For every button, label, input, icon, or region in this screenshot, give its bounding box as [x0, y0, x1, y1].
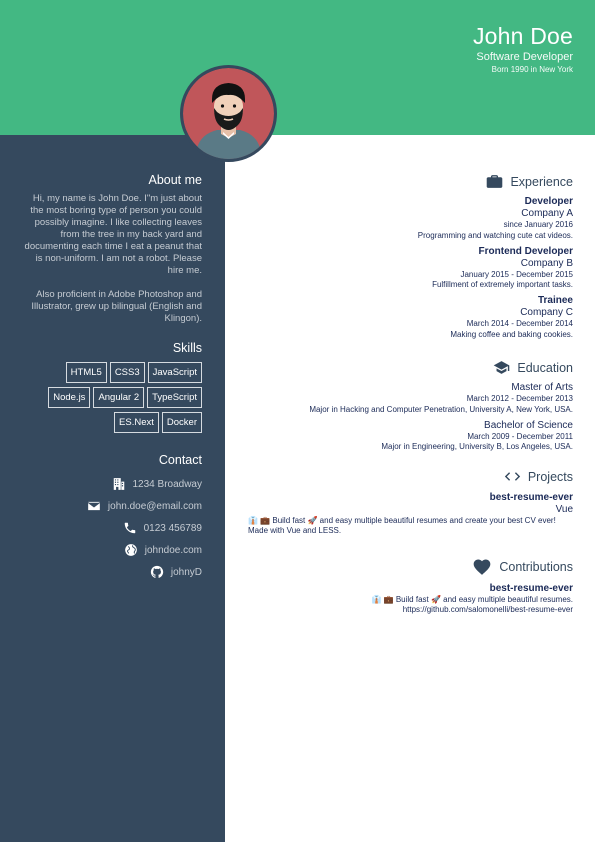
contact-phone[interactable] [87, 517, 202, 539]
project-platform: Vue [555, 504, 573, 515]
project-description: 👔 💼 Build fast 🚀 and easy multiple beautiful resumes and create your best CV ever! Made with Vue and LESS. [248, 516, 556, 535]
about-section [22, 173, 202, 325]
education-heading-text: Education [517, 360, 573, 375]
skills-heading: Skills [172, 341, 202, 355]
avatar-illustration [183, 68, 274, 159]
skill-tag: CSS3 [110, 362, 145, 383]
about-paragraph: Hi, my name is John Doe. I"m just about the most boring type of person you could possibly imagine. I like collecting leaves from the tree in my back yard and documenting each time I eat a peanut that is non-uniform. I am not a robot. Please hire me. [24, 193, 202, 276]
project-item [248, 492, 573, 536]
position: Trainee [537, 295, 573, 306]
skill-tag: Angular 2 [93, 387, 144, 408]
experience-item [418, 295, 573, 340]
timeframe: March 2009 - December 2011 [467, 431, 573, 441]
birth-info: Born 1990 in New York [491, 65, 573, 74]
skill-tag: JavaScript [148, 362, 202, 383]
contribution-item [371, 583, 573, 615]
projects-section [248, 468, 573, 536]
education-item [309, 420, 573, 453]
contact-heading: Contact [158, 453, 202, 467]
globe-icon [124, 543, 138, 557]
timeframe: since January 2016 [503, 220, 573, 229]
position: Frontend Developer [478, 245, 573, 257]
degree: Bachelor of Science [484, 419, 573, 431]
contribution-url[interactable]: https://github.com/salomonelli/best-resume-ever [402, 605, 573, 614]
graduation-cap-icon [493, 359, 510, 376]
company: Company A [521, 208, 573, 219]
email-icon [87, 499, 101, 513]
experience-heading [418, 173, 573, 190]
description: Major in Hacking and Computer Penetration, University A, New York, USA. [309, 404, 573, 414]
projects-heading [248, 468, 573, 485]
degree: Master of Arts [511, 382, 573, 393]
sidebar [0, 135, 225, 842]
skills-section [22, 341, 202, 433]
skills-list [22, 362, 202, 433]
about-text [22, 193, 202, 325]
description: Making coffee and baking cookies. [450, 329, 573, 339]
education-section [309, 359, 573, 452]
contact-address [87, 473, 202, 495]
building-icon [112, 477, 126, 491]
contribution-name: best-resume-ever [489, 583, 573, 594]
experience-item [418, 196, 573, 241]
experience-item [418, 246, 573, 291]
about-paragraph: Also proficient in Adobe Photoshop and Illustrator, grew up bilingual (English and Klingon). [31, 289, 202, 324]
contact-github-text[interactable]: johnyD [170, 566, 202, 578]
contact-address-text: 1234 Broadway [132, 478, 202, 490]
contributions-section [371, 557, 573, 615]
header-banner [0, 0, 595, 135]
company: Company B [520, 257, 573, 269]
description: Fulfillment of extremely important tasks. [432, 280, 573, 289]
skill-tag: ES.Next [114, 412, 159, 433]
github-icon [150, 565, 164, 579]
avatar [180, 65, 277, 162]
person-name: John Doe [472, 23, 573, 49]
description: Major in Engineering, University B, Los Angeles, USA. [381, 442, 573, 451]
education-item [309, 382, 573, 415]
header-text [473, 22, 573, 75]
contact-phone-text[interactable]: 0123 456789 [143, 522, 202, 534]
contact-email-text[interactable]: john.doe@email.com [107, 500, 202, 512]
contact-github[interactable] [87, 561, 202, 583]
projects-heading-text: Projects [527, 469, 573, 484]
skill-tag: TypeScript [147, 387, 202, 408]
heart-icon [472, 557, 492, 577]
contributions-heading [371, 557, 573, 577]
contribution-description: 👔 💼 Build fast 🚀 and easy multiple beautiful resumes. [371, 595, 573, 604]
timeframe: March 2014 - December 2014 [466, 319, 573, 328]
timeframe: January 2015 - December 2015 [460, 269, 573, 279]
about-heading: About me [148, 173, 202, 187]
company: Company C [520, 307, 573, 318]
contributions-heading-text: Contributions [499, 560, 573, 574]
code-icon [504, 468, 521, 485]
contact-website-text[interactable]: johndoe.com [144, 544, 202, 556]
timeframe: March 2012 - December 2013 [466, 394, 573, 403]
project-name: best-resume-ever [489, 492, 573, 503]
education-heading [309, 359, 573, 376]
skill-tag: HTML5 [66, 362, 107, 383]
phone-icon [123, 521, 137, 535]
contact-website[interactable] [87, 539, 202, 561]
job-title: Software Developer [476, 51, 573, 63]
experience-section [418, 173, 573, 340]
skill-tag: Docker [162, 412, 202, 433]
briefcase-icon [486, 173, 503, 190]
contact-email[interactable] [87, 495, 202, 517]
contact-section [87, 453, 202, 583]
skill-tag: Node.js [48, 387, 90, 408]
position: Developer [524, 196, 573, 207]
description: Programming and watching cute cat videos. [417, 230, 573, 240]
experience-heading-text: Experience [510, 174, 573, 189]
